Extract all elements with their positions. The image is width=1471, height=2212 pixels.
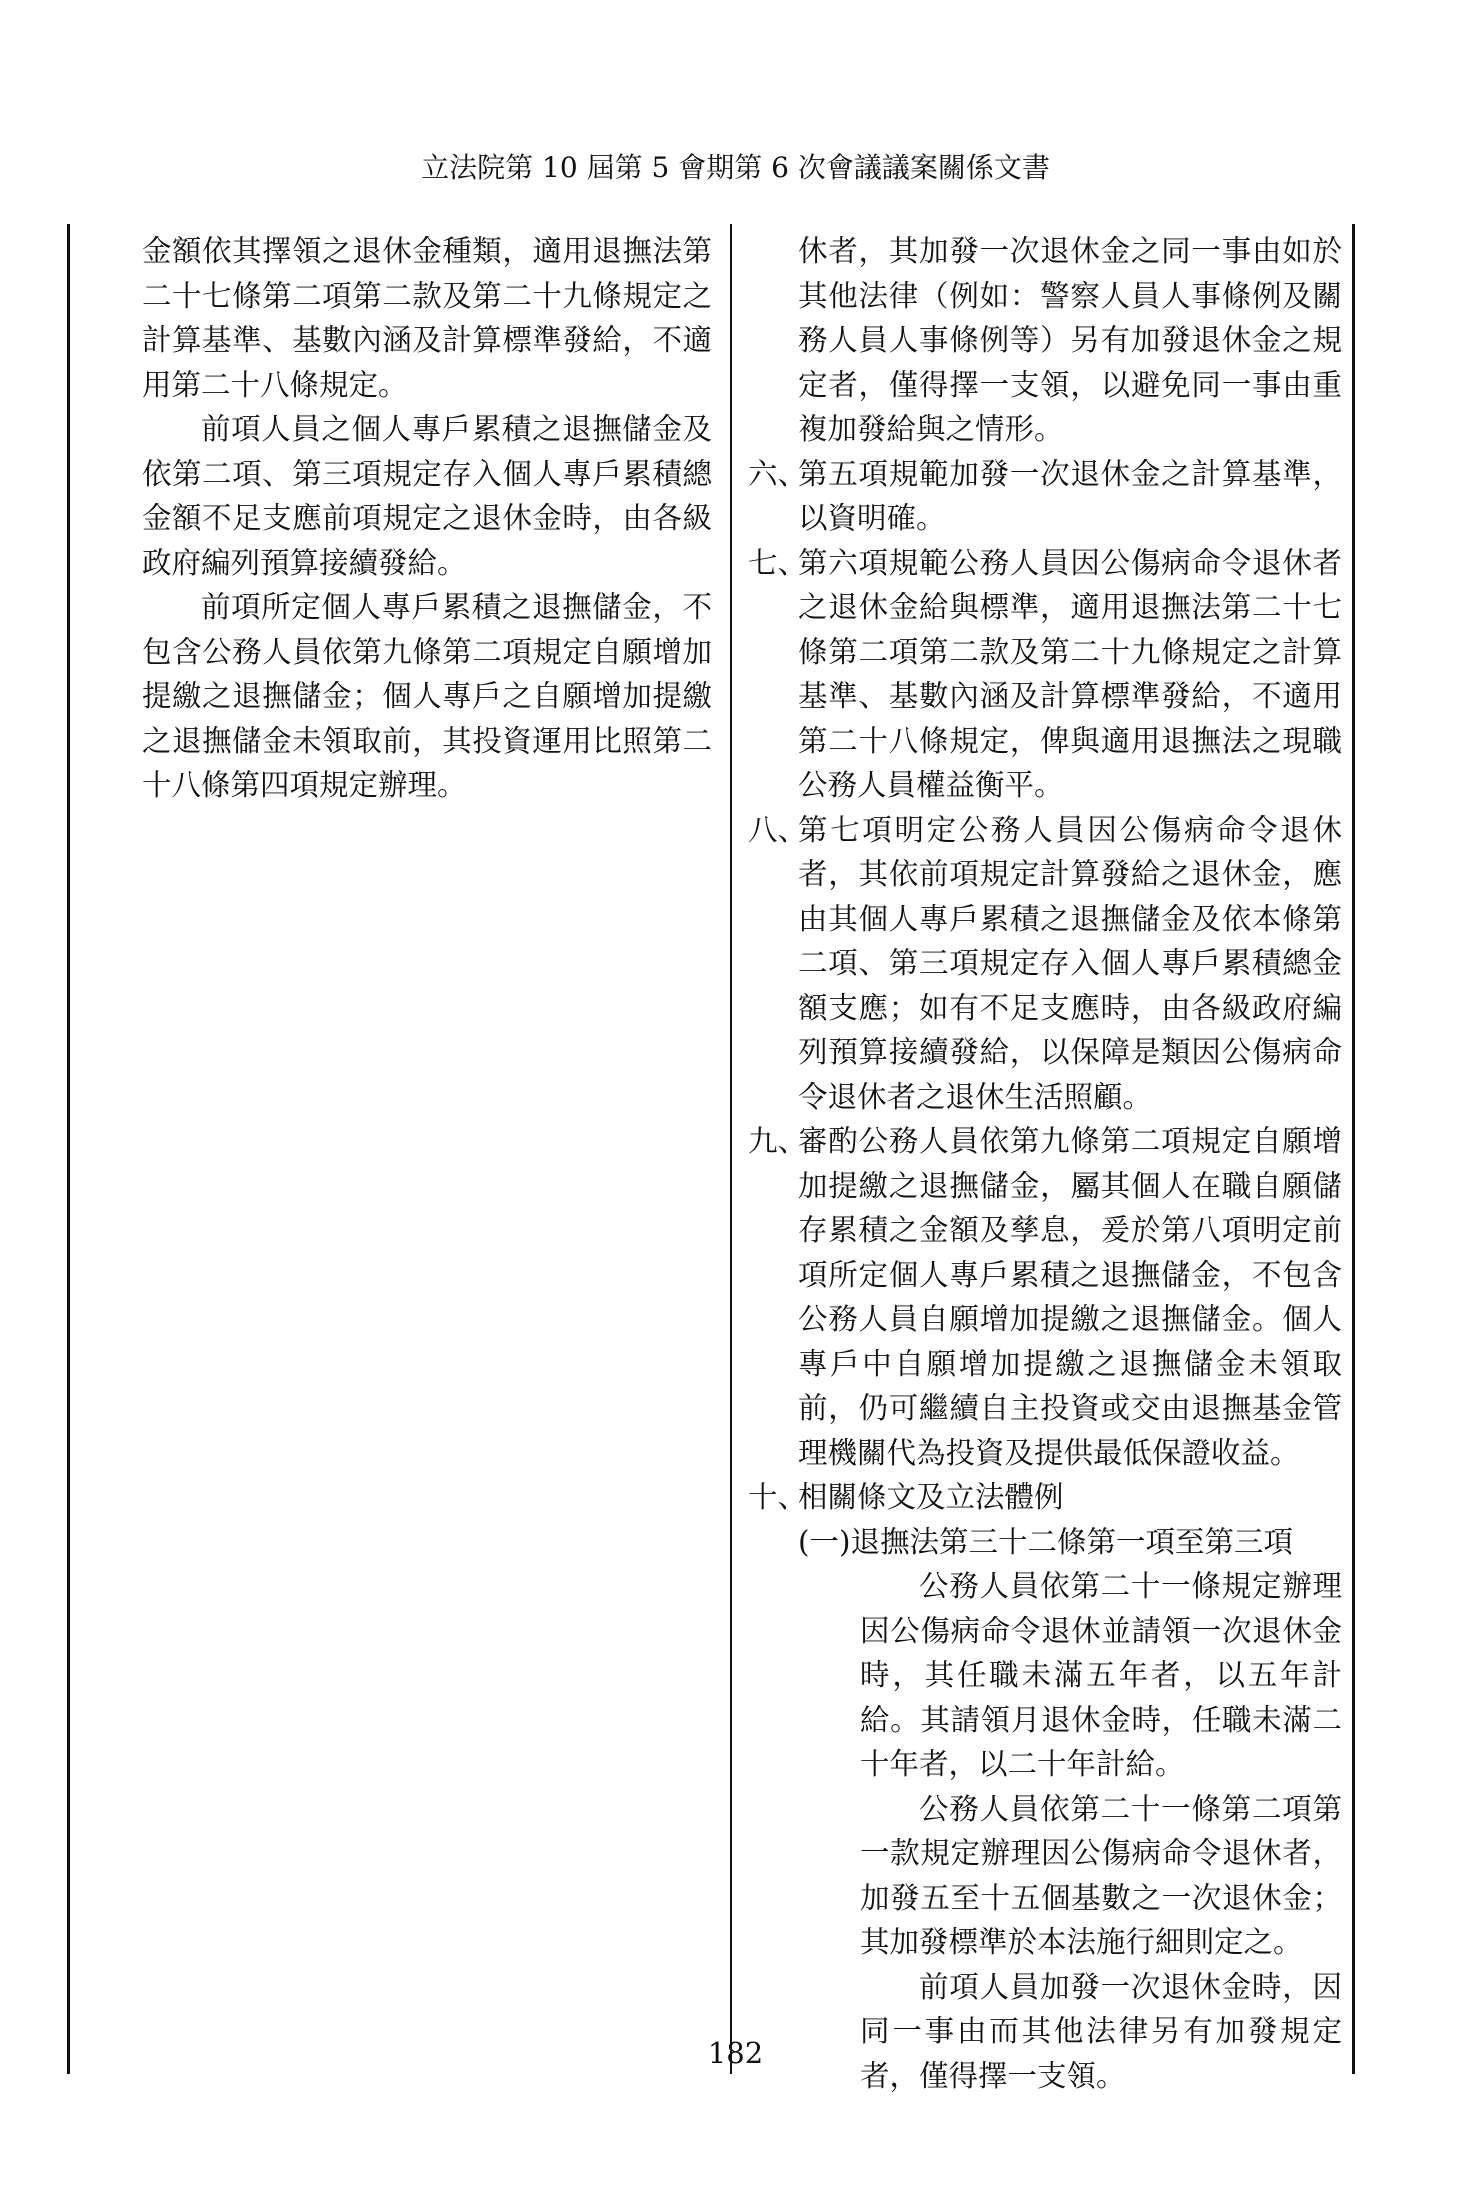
list-marker: 六、 [748,456,808,491]
left-column [142,229,712,808]
list-marker: 十、 [748,1480,808,1514]
list-item-text: 審酌公務人員依第九條第二項規定自願增加提繳之退撫儲金，屬其個人在職自願儲存累積之金額及孳息，爰於第八項明定前項所定個人專戶累積之退撫儲金，不包含公務人員自願增加提繳之退撫儲金。個人專戶中自願增加提繳之退撫儲金未領取前，仍可繼續自主投資或交由退撫基金管理機關代為投資及提供最低保證收益。 [798,1124,1342,1470]
left-paragraph-3: 前項所定個人專戶累積之退撫儲金，不包含公務人員依第九條第二項規定自願增加提繳之退撫儲金；個人專戶之自願增加提繳之退撫儲金未領取前，其投資運用比照第二十八條第四項規定辦理。 [142,590,712,802]
list-item-7 [748,541,1342,808]
list-item-text: 第六項規範公務人員因公傷病命令退休者之退休金給與標準，適用退撫法第二十七條第二項第二款及第二十九條規定之計算基準、基數內涵及計算標準發給，不適用第二十八條規定，俾與適用退撫法之現職公務人員權益衡平。 [798,545,1342,802]
sub-paragraph-1: 公務人員依第二十一條規定辦理因公傷病命令退休並請領一次退休金時，其任職未滿五年者，以五年計給。其請領月退休金時，任職未滿二十年者，以二十年計給。 [860,1569,1342,1781]
list-item-10 [748,1475,1342,1520]
page-number: 182 [707,2036,764,2070]
list-marker: 八、 [748,812,808,847]
column-divider-line [730,224,732,2074]
list-item-text: 第五項規範加發一次退休金之計算基準，以資明確。 [798,456,1342,535]
sub-paragraph-3: 前項人員加發一次退休金時，因同一事由而其他法律另有加發規定者，僅得擇一支領。 [860,1969,1342,2093]
list-item-9 [748,1119,1342,1475]
left-border-line [67,224,70,2074]
sub-paragraph-2: 公務人員依第二十一條第二項第一款規定辦理因公傷病命令退休者，加發五至十五個基數之一次退休金；其加發標準於本法施行細則定之。 [860,1791,1342,1959]
list-marker: 七、 [748,545,808,580]
document-header: 立法院第 10 屆第 5 會期第 6 次會議議案關係文書 [421,151,1050,184]
right-column [748,229,1342,2098]
right-border-line [1352,224,1355,2074]
left-paragraph-1: 金額依其擇領之退休金種類，適用退撫法第二十七條第二項第二款及第二十九條規定之計算基準、基數內涵及計算標準發給，不適用第二十八條規定。 [142,234,712,402]
list-item-text: 第七項明定公務人員因公傷病命令退休者，其依前項規定計算發給之退休金，應由其個人專戶累積之退撫儲金及依本條第二項、第三項規定存入個人專戶累積總金額支應；如有不足支應時，由各級政府編列預算接續發給，以保障是類因公傷病命令退休者之退休生活照顧。 [798,812,1342,1114]
sub-heading: (一)退撫法第三十二條第一項至第三項 [798,1524,1294,1559]
list-item-6 [748,452,1342,541]
list-item-text: 相關條文及立法體例 [798,1480,1064,1514]
list-item-8 [748,808,1342,1120]
list-marker: 九、 [748,1124,808,1158]
right-continuation-paragraph: 休者，其加發一次退休金之同一事由如於其他法律（例如：警察人員人事條例及關務人員人事條例等）另有加發退休金之規定者，僅得擇一支領，以避免同一事由重複加發給與之情形。 [798,234,1342,446]
left-paragraph-2: 前項人員之個人專戶累積之退撫儲金及依第二項、第三項規定存入個人專戶累積總金額不足支應前項規定之退休金時，由各級政府編列預算接續發給。 [142,412,712,580]
